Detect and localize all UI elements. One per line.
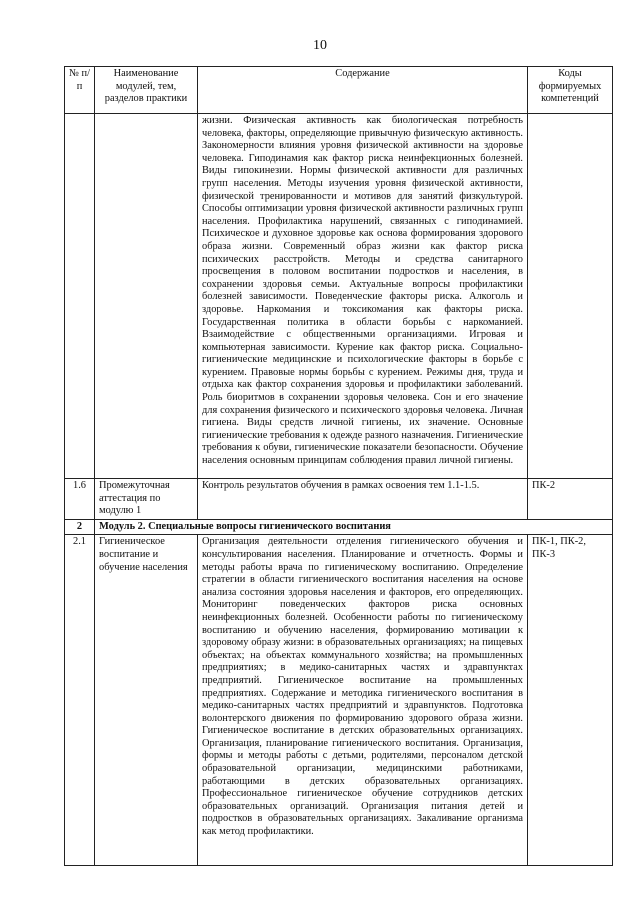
row-1-6-codes: ПК-2 (528, 479, 613, 520)
row-2-1-codes: ПК-1, ПК-2, ПК-3 (528, 535, 613, 866)
table-row-continued (65, 114, 613, 479)
cell-name (95, 114, 198, 479)
row-2-1-content (198, 535, 528, 866)
header-content: Содержание (198, 67, 528, 114)
header-codes: Коды формируемых компетенций (528, 67, 613, 114)
row-1-6-name: Промежуточная аттестация по модулю 1 (95, 479, 198, 520)
row-2-1-content-text: Организация деятельности отделения гигиенического обучения и консультирования населения. Планирование и отчетность. Формы и методы работы врача по гигиеническому воспитанию. Определение стратегии в области гигиенического воспитания населения на основе анализа состояния здоровья населения и факторов, его определяющих. Мониторинг поведенческих факторов риска основных неинфекционных болезней. Особенности работы по гигиеническому воспитанию и обучению населения, формированию мотивации к здоровому образу жизни: в образовательных организациях; на пищевых объектах; на объектах коммунального хозяйства; на промышленных предприятиях; в медико-санитарных частях и здравпунктах предприятий. Гигиеническое воспитание на промышленных предприятиях. Содержание и методика гигиенического воспитания в медико-санитарных частях предприятий и здравпунктов. Подготовка волонтерского движения по формированию здорового образа жизни. Гигиеническое воспитание в детских образовательных организациях. Организация, планирование гигиенического воспитания. Организация, формы и методы работы с детьми, родителями, персоналом детской образовательной организации, медицинскими работниками, работающими в детских образовательных организациях. Профессиональное гигиеническое обучение сотрудников детских образовательных организаций. Организация питания детей и подростков в образовательных организациях. Закаливание организма как метод профилактики. (202, 536, 523, 838)
cell-codes (528, 114, 613, 479)
module-2-title: Модуль 2. Специальные вопросы гигиенического воспитания (95, 519, 613, 535)
row-1-6-num: 1.6 (65, 479, 95, 520)
table-row-1-6 (65, 479, 613, 520)
cell-content (198, 114, 528, 479)
row-2-1-name: Гигиеническое воспитание и обучение населения (95, 535, 198, 866)
module-2-row (65, 519, 613, 535)
table-header-row (65, 67, 613, 114)
header-num: № п/п (65, 67, 95, 114)
table-row-2-1 (65, 535, 613, 866)
continued-content-text: жизни. Физическая активность как биологическая потребность человека, факторы, определяющие привычную физическую активность. Закономерности влияния уровня физической активности на здоровье человека. Гиподинамия как фактор риска неинфекционных болезней. Виды гипокинезии. Нормы физической активности для различных групп населения. Методы изучения уровня физической активности, физической тренированности и мотивов для занятий физкультурой. Способы оптимизации уровня физической активности различных групп населения. Профилактика нарушений, связанных с гиподинамией. Психическое и духовное здоровье как основа формирования здорового образа жизни. Современный образ жизни как фактор риска психических расстройств. Методы и средства санитарного просвещения в половом воспитании подростков и населения, в сохранении здоровья семьи. Актуальные вопросы профилактики болезней зависимости. Поведенческие факторы риска. Алкоголь и здоровье. Наркомания и токсикомания как факторы риска. Государственная политика в области борьбы с наркоманией. Взаимодействие с общественными организациями. Игровая и компьютерная зависимости. Курение как фактор риска. Социально-гигиенические медицинские и психологические факторы в борьбе с курением. Правовые нормы борьбы с курением. Режимы дня, труда и отдыха как фактор сохранения здоровья и профилактики заболеваний. Роль биоритмов в сохранении здоровья человека. Сон и его значение для сохранения физического и психического здоровья человека. Личная гигиена. Виды средств личной гигиены, их значение. Основные гигиенические требования к одежде разного назначения. Гигиенические требования к обуви, гигиенические показатели безопасности. Обучение населения основным принципам соблюдения правил личной гигиены. (202, 115, 523, 467)
cell-num (65, 114, 95, 479)
header-name: Наименование модулей, тем, разделов практики (95, 67, 198, 114)
curriculum-table (64, 66, 613, 866)
module-2-num: 2 (65, 519, 95, 535)
row-1-6-content: Контроль результатов обучения в рамках освоения тем 1.1-1.5. (198, 479, 528, 520)
page-number: 10 (313, 38, 327, 53)
row-2-1-num: 2.1 (65, 535, 95, 866)
